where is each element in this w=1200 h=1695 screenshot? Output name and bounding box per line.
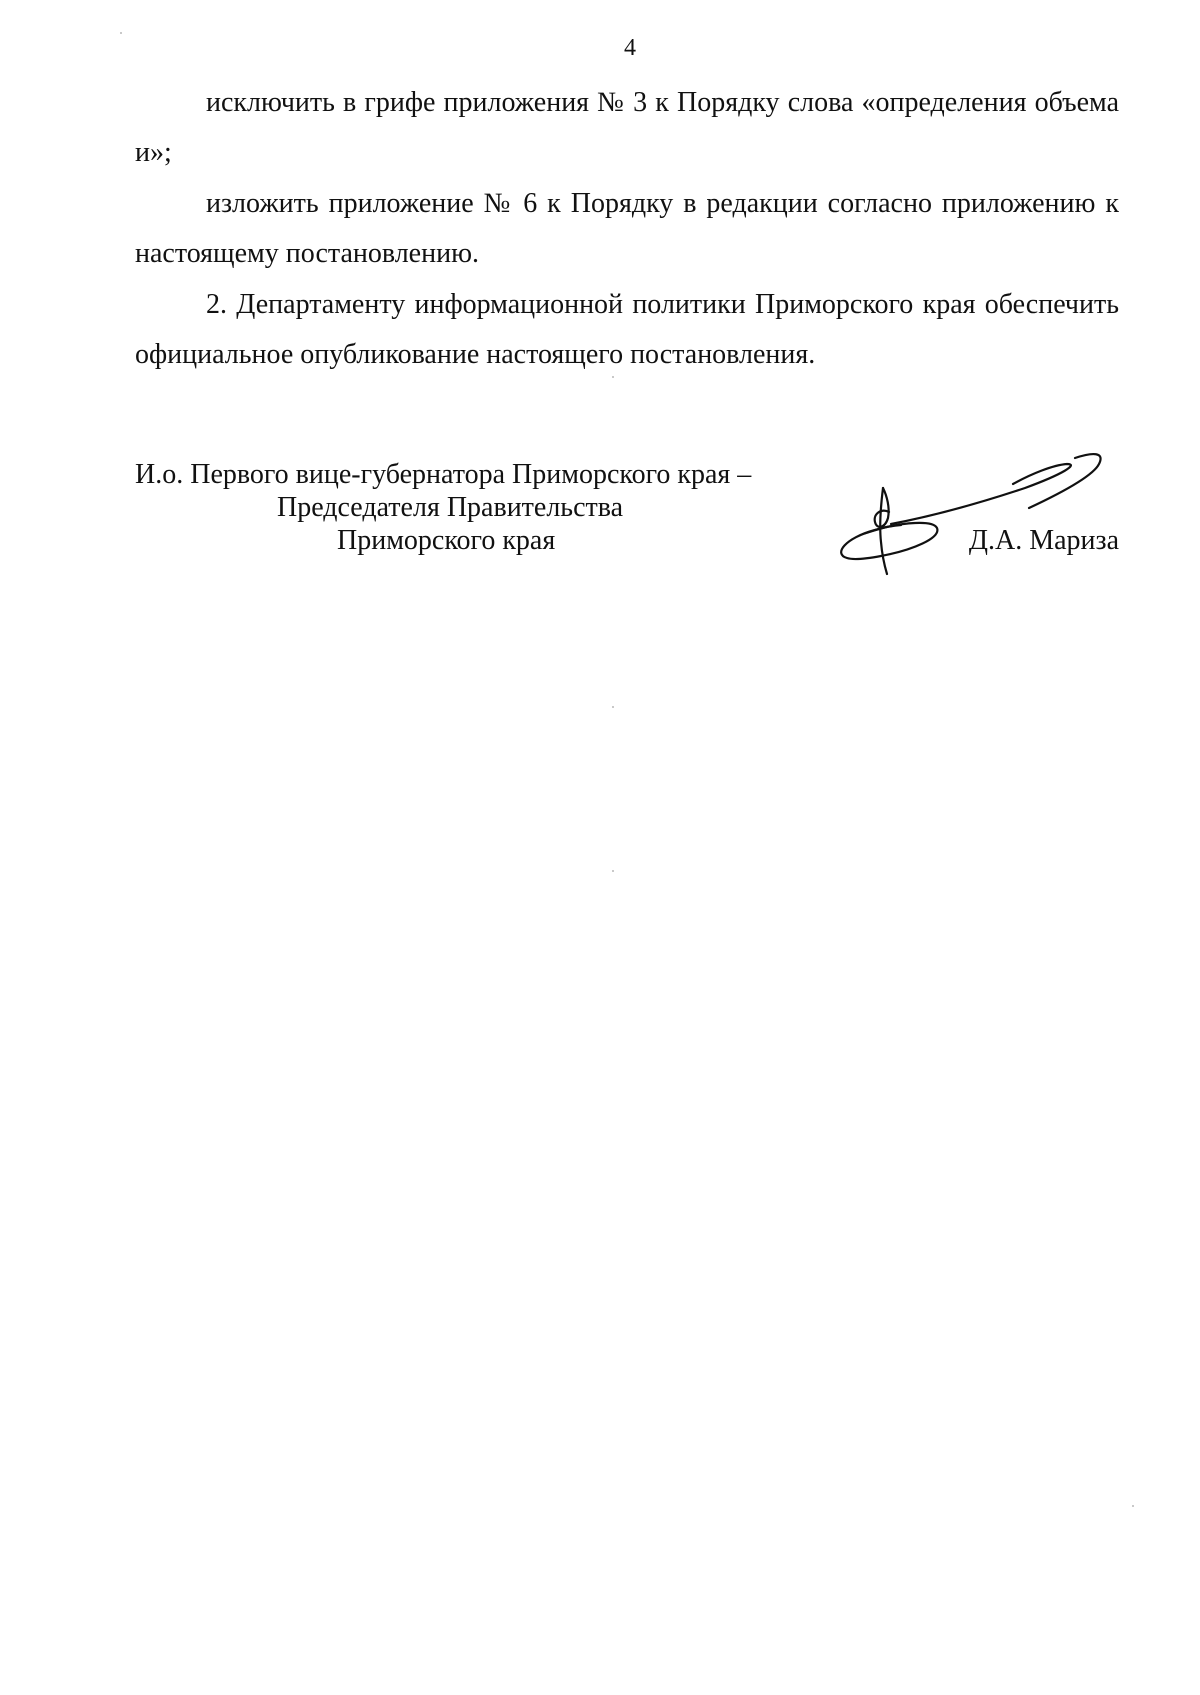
scan-speck: [1132, 1505, 1134, 1507]
document-body: [135, 78, 1119, 380]
signature-block: [135, 458, 1119, 578]
scan-speck: [612, 870, 614, 872]
paragraph-publication: 2. Департаменту информационной политики Приморского края обеспечить официальное опубликование настоящего постановления.: [135, 289, 1119, 370]
signer-name: Д.А. Мариза: [968, 525, 1119, 556]
paragraph-appendix-6: изложить приложение № 6 к Порядку в редакции согласно приложению к настоящему постановлению.: [135, 188, 1119, 269]
scan-speck: [612, 706, 614, 708]
scan-speck: [120, 32, 122, 34]
signer-position-line: Председателя Правительства: [277, 492, 624, 523]
scan-speck: [612, 376, 614, 378]
signer-position: [135, 458, 751, 557]
paragraph-exclude-words: исключить в грифе приложения № 3 к Порядку слова «определения объема и»;: [135, 87, 1119, 168]
signer-position-line: И.о. Первого вице-губернатора Приморского края –: [135, 459, 752, 490]
handwritten-signature: [763, 446, 1183, 586]
page-number: 4: [624, 35, 636, 61]
signer-position-line: Приморского края: [337, 525, 556, 556]
